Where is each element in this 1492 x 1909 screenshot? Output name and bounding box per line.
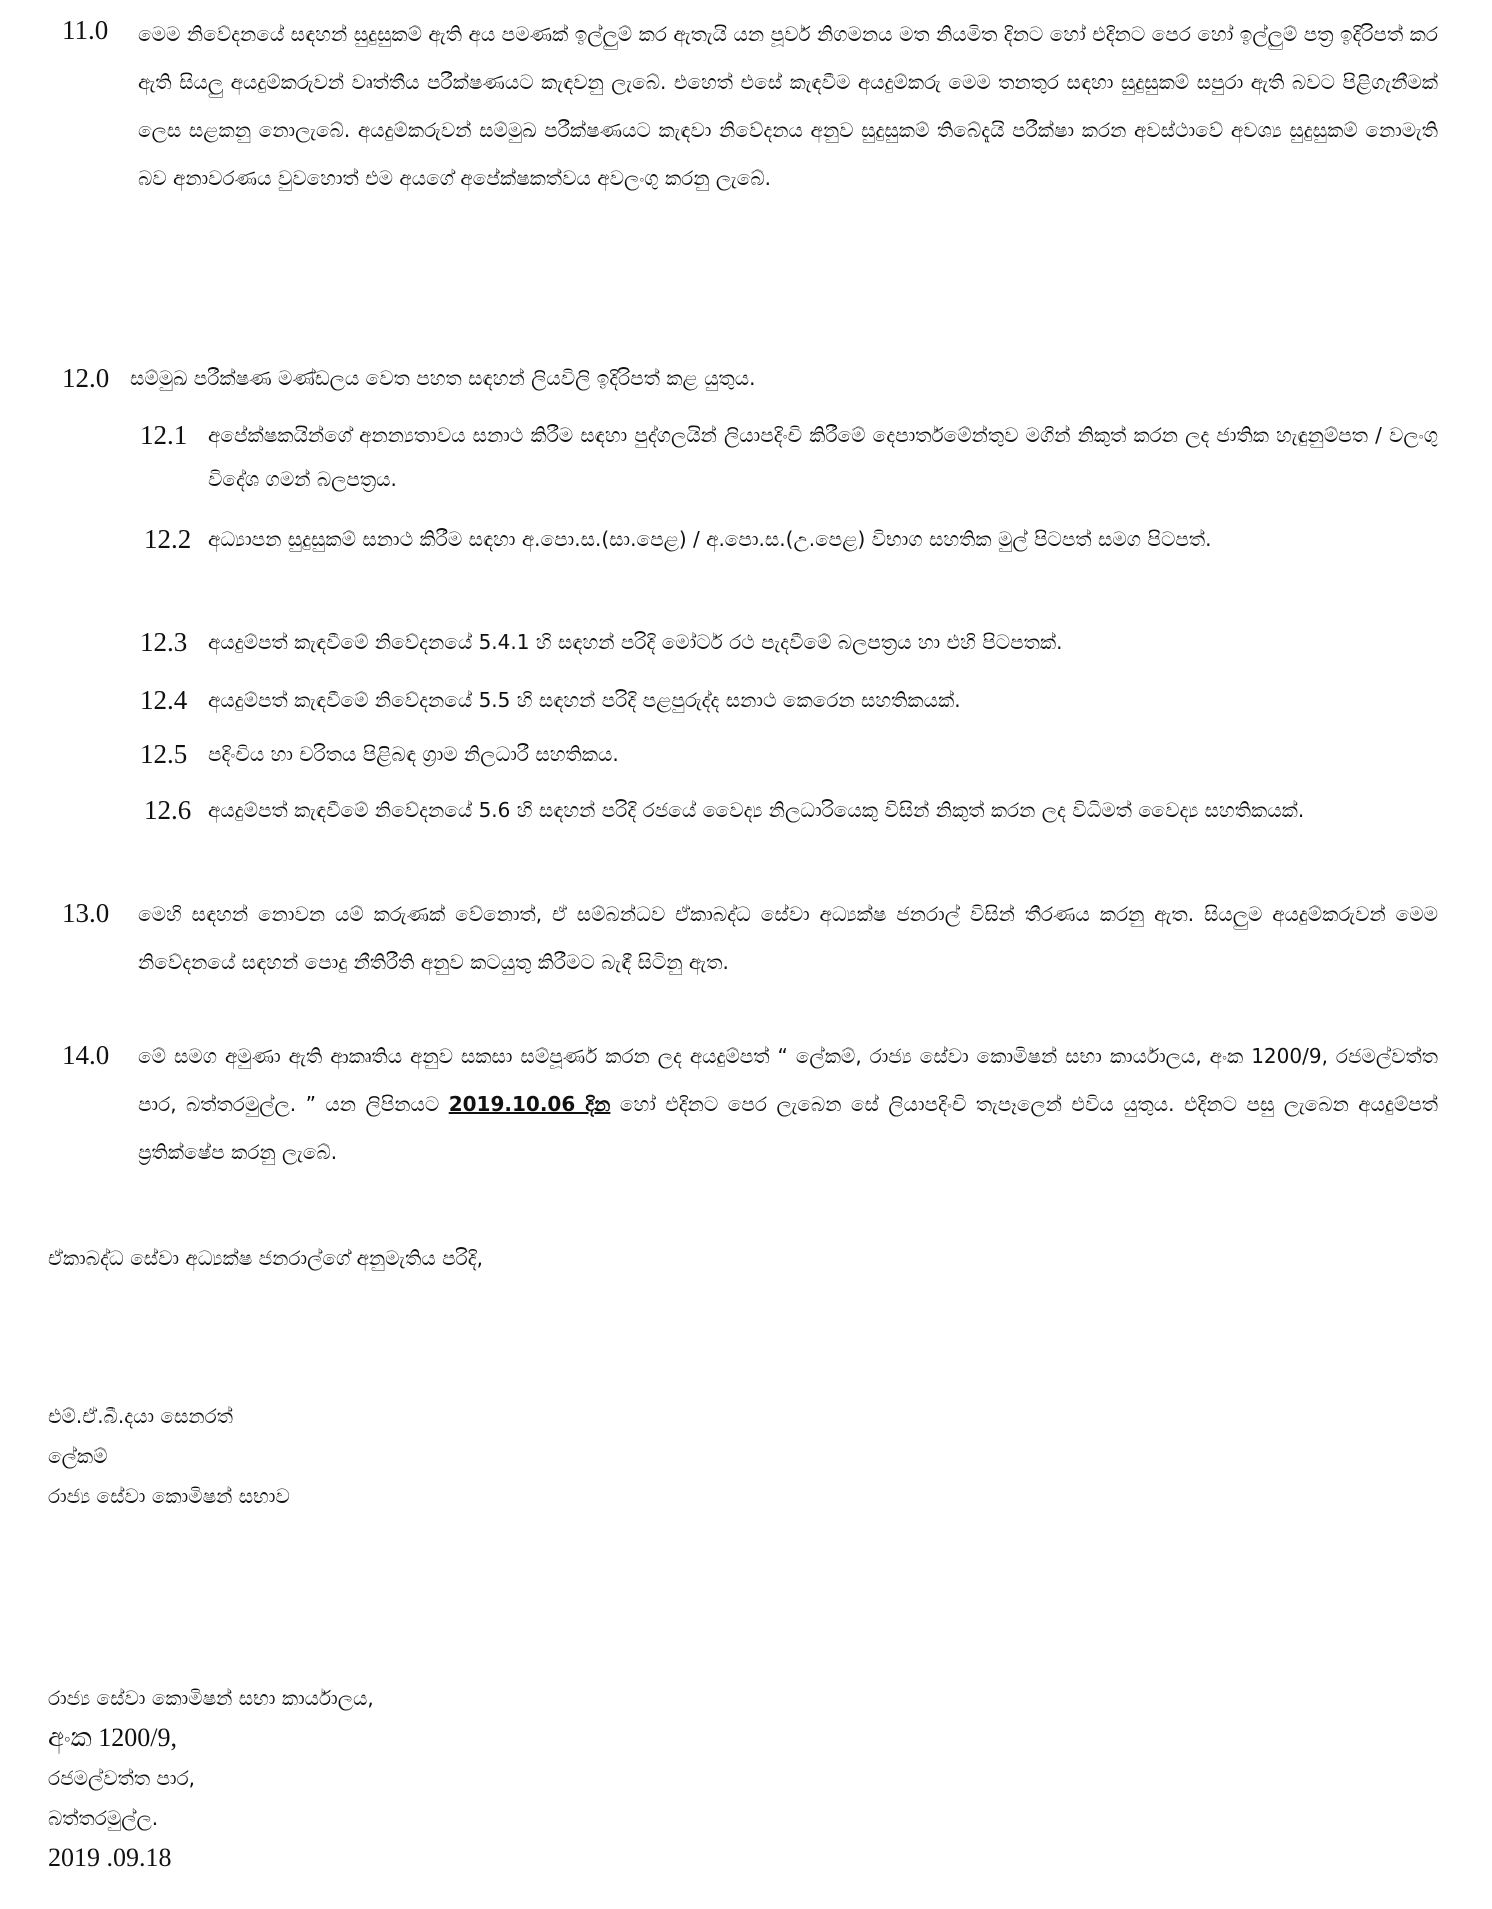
section-text-part: මේ සමග අමුණා ඇති ආකෘතිය අනුව සකසා සම්පූර්ණ කරන ලද අයදුම්පත් “ ලේකම්, රාජ්‍ය සේවා කොමිෂන් සභා කාර්යාලය, අංක 1200/9, රජමල්වත්ත පාර, බත්තරමුල්ල. ” යන ලිපිනයට [138,1044,1438,1116]
section-text: මෙම නිවේදනයේ සඳහන් සුදුසුකම් ඇති අය පමණක් ඉල්ලුම් කර ඇතැයි යන පූර්ව නිගමනය මත නියමිත දිනට හෝ එදිනට පෙර හෝ ඉල්ලුම් පත්‍ර ඉදිරිපත් කර ඇති සියලු අයදුම්කරුවන් වෘත්තීය පරීක්ෂණයට කැඳවනු ලැබේ. එහෙත් එසේ කැඳවීම අයදුම්කරු මෙම තනතුර සඳහා සුදුසුකම් සපුරා ඇති බවට පිළිගැනීමක් ලෙස සළකනු නොලැබේ. අයදුම්කරුවන් සම්මුඛ පරීක්ෂණයට කැඳවා නිවේදනය අනුව සුදුසුකම් තිබේදැයි පරීක්ෂා කරන අවස්ථාවේ අවශ්‍ය සුදුසුකම් නොමැති බව අනාවරණය වුවහොත් එම අයගේ අපේක්ෂකත්වය අවලංගු කරනු ලැබේ. [138,22,1438,190]
section-number: 14.0 [62,1040,110,1070]
subsection-number: 12.3 [140,627,188,657]
signatory-title: ලේකම් [48,1444,108,1468]
address-line: රාජ්‍ය සේවා කොමිෂන් සභා කාර්යාලය, [48,1686,374,1710]
subsection-text: අයදුම්පත් කැඳවීමේ නිවේදනයේ 5.6 හි සඳහන් පරිදි රජයේ වෛද්‍ය නිලධාරියෙකු විසින් නිකුත් කරන ලද විධිමත් වෛද්‍ය සහතිකයක්. [208,798,1305,822]
subsection-number: 12.1 [140,420,188,450]
deadline-date: 2019.10.06 දින [448,1092,611,1116]
section-text: සම්මුඛ පරීක්ෂණ මණ්ඩලය වෙත පහත සඳහන් ලියවිලි ඉදිරිපත් කළ යුතුය. [130,366,756,390]
subsection-text: අපේක්ෂකයින්ගේ අනන්‍යතාවය සනාථ කිරීම සඳහා පුද්ගලයින් ලියාපදිංචි කිරීමේ දෙපාර්තමේන්තුව මගින් නිකුත් කරන ලද ජාතික හැඳුනුම්පත / වලංගු විදේශ ගමන් බලපත්‍රය. [208,423,1438,491]
subsection-text: අයදුම්පත් කැඳවීමේ නිවේදනයේ 5.5 හි සඳහන් පරිදි පළපුරුද්ද සනාථ කෙරෙන සහතිකයක්. [208,688,961,712]
authorization-line: ඒකාබද්ධ සේවා අධ්‍යක්ෂ ජනරාල්ගේ අනුමැතිය පරිදි, [48,1246,483,1270]
subsection-number: 12.2 [144,524,192,554]
address-line: අංක 1200/9, [48,1723,177,1752]
signatory-name: එම්.ඒ.බී.දයා සෙනරත් [48,1404,233,1428]
section-text-part: හෝ එදිනට පෙර ලැබෙන සේ ලියාපදිංචි තැපෑලෙන් එවිය යුතුය. එදිනට පසු ලැබෙන අයදුම්පත් ප්‍රතික්ෂේප කරනු ලැබේ. [138,1092,1439,1164]
subsection-number: 12.6 [144,795,192,825]
subsection-text: අධ්‍යාපන සුදුසුකම් සනාථ කිරීම සඳහා අ.පො.ස.(සා.පෙළ) / අ.පො.ස.(උ.පෙළ) විභාග සහතික මුල් පිටපත් සමග පිටපත්. [208,527,1212,551]
subsection-text: අයදුම්පත් කැඳවීමේ නිවේදනයේ 5.4.1 හි සඳහන් පරිදි මෝටර් රථ පැදවීමේ බලපත්‍රය හා එහි පිටපතක්. [208,630,1063,654]
signatory-organization: රාජ්‍ය සේවා කොමිෂන් සභාව [48,1484,290,1508]
document-date: 2019 .09.18 [48,1843,172,1872]
subsection-number: 12.4 [140,685,188,715]
subsection-number: 12.5 [140,739,188,769]
address-line: රජමල්වත්ත පාර, [48,1766,196,1790]
section-number: 13.0 [62,898,110,928]
section-number: 12.0 [62,363,110,393]
subsection-text: පදිංචිය හා චරිතය පිළිබඳ ග්‍රාම නිලධාරී සහතිකය. [208,742,619,766]
section-number: 11.0 [62,15,109,45]
section-text: මෙහි සඳහන් නොවන යම් කරුණක් වේනොත්, ඒ සම්බන්ධව ඒකාබද්ධ සේවා අධ්‍යක්ෂ ජනරාල් විසින් තීරණය කරනු ඇත. සියලුම අයදුම්කරුවන් මෙම නිවේදනයේ සඳහන් පොදු නීතිරීති අනුව කටයුතු කිරීමට බැඳී සිටිනු ඇත. [138,902,1438,974]
section-text [138,1032,1438,1176]
address-line: බත්තරමුල්ල. [48,1806,159,1830]
